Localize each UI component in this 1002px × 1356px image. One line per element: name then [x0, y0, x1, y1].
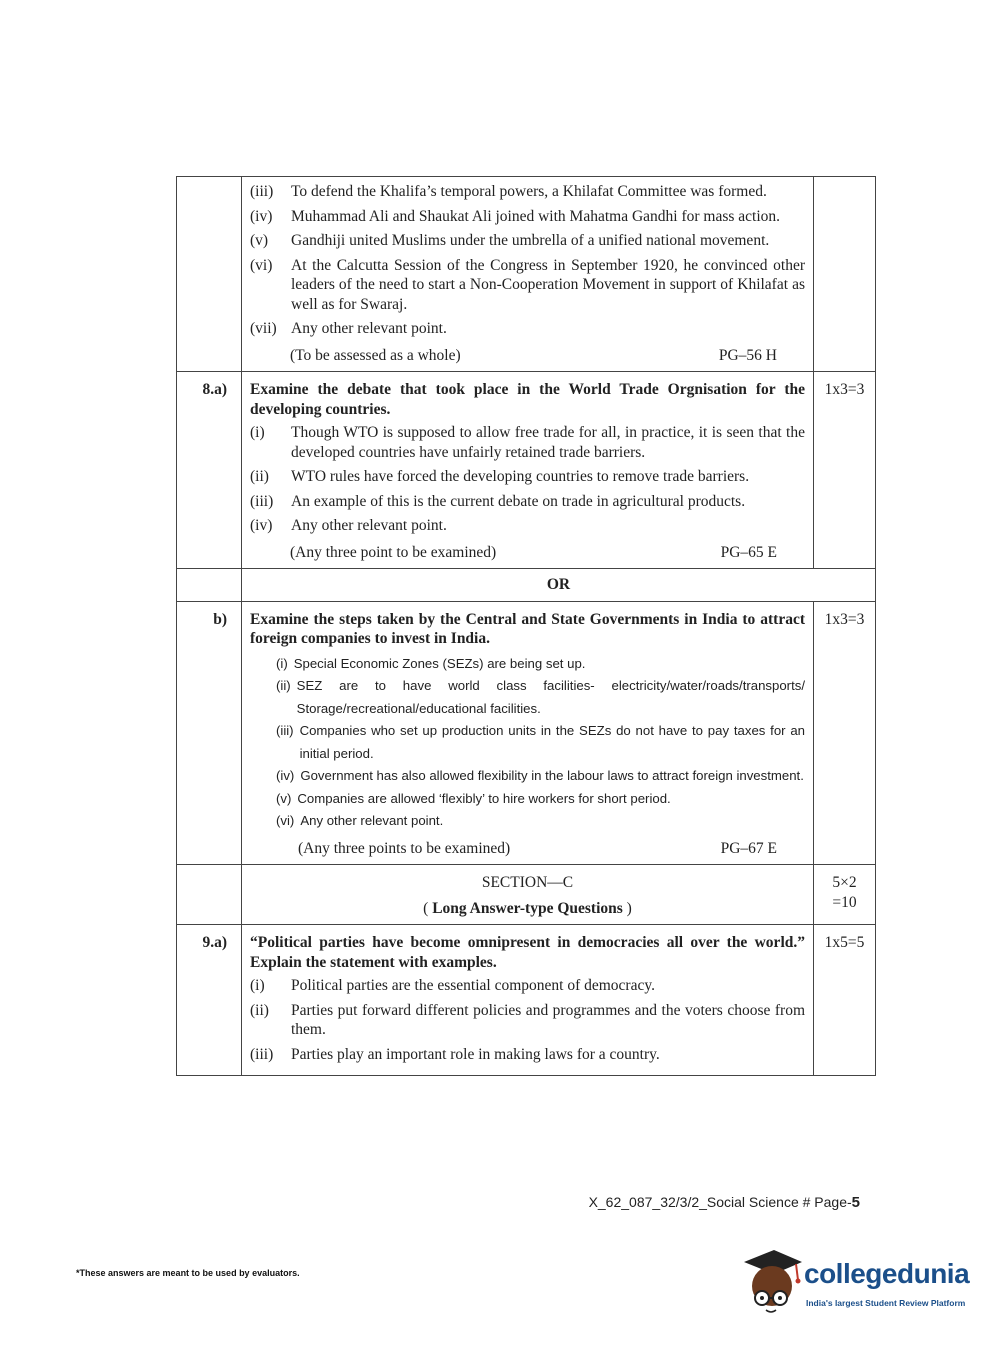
answer-point: (vi) Any other relevant point. [276, 813, 444, 828]
answer-point: (ii) SEZ are to have world class facilities- electricity/water/roads/transports/ Storage/recreational/educational facilities. [276, 678, 805, 716]
page-reference: PG–65 E [720, 543, 777, 561]
answer-point: (iii) Companies who set up production units in the SEZs do not have to pay taxes for an initial period. [276, 723, 805, 761]
graduate-mascot-icon [740, 1248, 804, 1318]
answer-cell [242, 925, 814, 1076]
marks-value: 1x5=5 [814, 925, 876, 1076]
answer-point: (vi) At the Calcutta Session of the Congress in September 1920, he convinced other leaders of the need to start a Non-Cooperation Movement in support of Khilafat as well as for Swaraj. [250, 256, 805, 313]
empty-cell [177, 865, 242, 925]
section-marks-line1: 5×2 [832, 874, 857, 891]
section-marks-line2: =10 [832, 893, 857, 911]
assessment-line [250, 541, 805, 563]
or-separator: OR [242, 569, 876, 602]
answer-point: (iv) Government has also allowed flexibility in the labour laws to attract foreign investment. [276, 768, 804, 783]
answer-point: (vii) Any other relevant point. [250, 320, 447, 337]
evaluator-note: *These answers are meant to be used by evaluators. [76, 1268, 300, 1278]
question-number: 9.a) [177, 925, 242, 1076]
assessment-line [250, 344, 805, 366]
marks-cell [814, 865, 876, 925]
assessment-note: (Any three points to be examined) [298, 839, 511, 857]
section-header [250, 867, 805, 918]
collegedunia-logo [740, 1248, 970, 1318]
question-text: “Political parties have become omnipresent in democracies all over the world.” Explain the statement with examples. [250, 934, 805, 971]
assessment-line [250, 833, 805, 859]
table-row [177, 601, 876, 865]
logo-tagline: India's largest Student Review Platform [806, 1298, 966, 1308]
table-row [177, 569, 876, 602]
answer-point: (iii) An example of this is the current debate on trade in agricultural products. [250, 492, 746, 510]
table-row [177, 865, 876, 925]
answer-point: (i) Political parties are the essential component of democracy. [250, 977, 655, 994]
assessment-note: (To be assessed as a whole) [290, 346, 461, 364]
question-number-cell [177, 177, 242, 372]
answer-cell [242, 177, 814, 372]
answer-point: (ii) WTO rules have forced the developing countries to remove trade barriers. [250, 468, 750, 485]
page-reference: PG–56 H [718, 346, 777, 364]
question-number: b) [177, 601, 242, 865]
answer-point: (iii) Parties play an important role in making laws for a country. [250, 1045, 660, 1063]
question-number: 8.a) [177, 372, 242, 569]
marks-value: 1x3=3 [814, 601, 876, 865]
table-row [177, 372, 876, 569]
question-text: Examine the steps taken by the Central and State Governments in India to attract foreign companies to invest in India. [250, 610, 805, 647]
answer-point: (i) Though WTO is supposed to allow free trade for all, in practice, it is seen that the developed countries have unfairly retained trade barriers. [250, 424, 805, 461]
page-reference: PG–67 E [720, 839, 777, 857]
question-text: Examine the debate that took place in the World Trade Orgnisation for the developing countries. [250, 381, 805, 418]
answer-point: (v) Gandhiji united Muslims under the umbrella of a unified national movement. [250, 232, 770, 249]
answer-point: (ii) Parties put forward different policies and programmes and the voters choose from them. [250, 1001, 805, 1038]
section-title: SECTION—C [481, 874, 574, 891]
assessment-note: (Any three point to be examined) [290, 543, 497, 561]
table-row [177, 925, 876, 1076]
answer-point: (i) Special Economic Zones (SEZs) are being set up. [276, 655, 586, 671]
section-header-cell [242, 865, 814, 925]
table-row [177, 177, 876, 372]
answer-point: (iv) Muhammad Ali and Shaukat Ali joined with Mahatma Gandhi for mass action. [250, 207, 781, 225]
section-subtitle: ( Long Answer-type Questions ) [423, 899, 632, 917]
marks-cell [814, 177, 876, 372]
answer-point-list [250, 653, 805, 833]
answer-cell [242, 372, 814, 569]
answer-point: (iii) To defend the Khalifa’s temporal powers, a Khilafat Committee was formed. [250, 183, 767, 200]
empty-cell [177, 569, 242, 602]
page-footer: X_62_087_32/3/2_Social Science # Page-5 [588, 1194, 860, 1211]
answer-point: (v) Companies are allowed ‘flexibly’ to hire workers for short period. [276, 790, 671, 806]
logo-wordmark: collegedunia [804, 1258, 970, 1289]
answer-cell [242, 601, 814, 865]
answer-point: (iv) Any other relevant point. [250, 517, 447, 534]
marking-scheme-table [176, 176, 876, 1076]
marks-value: 1x3=3 [814, 372, 876, 569]
